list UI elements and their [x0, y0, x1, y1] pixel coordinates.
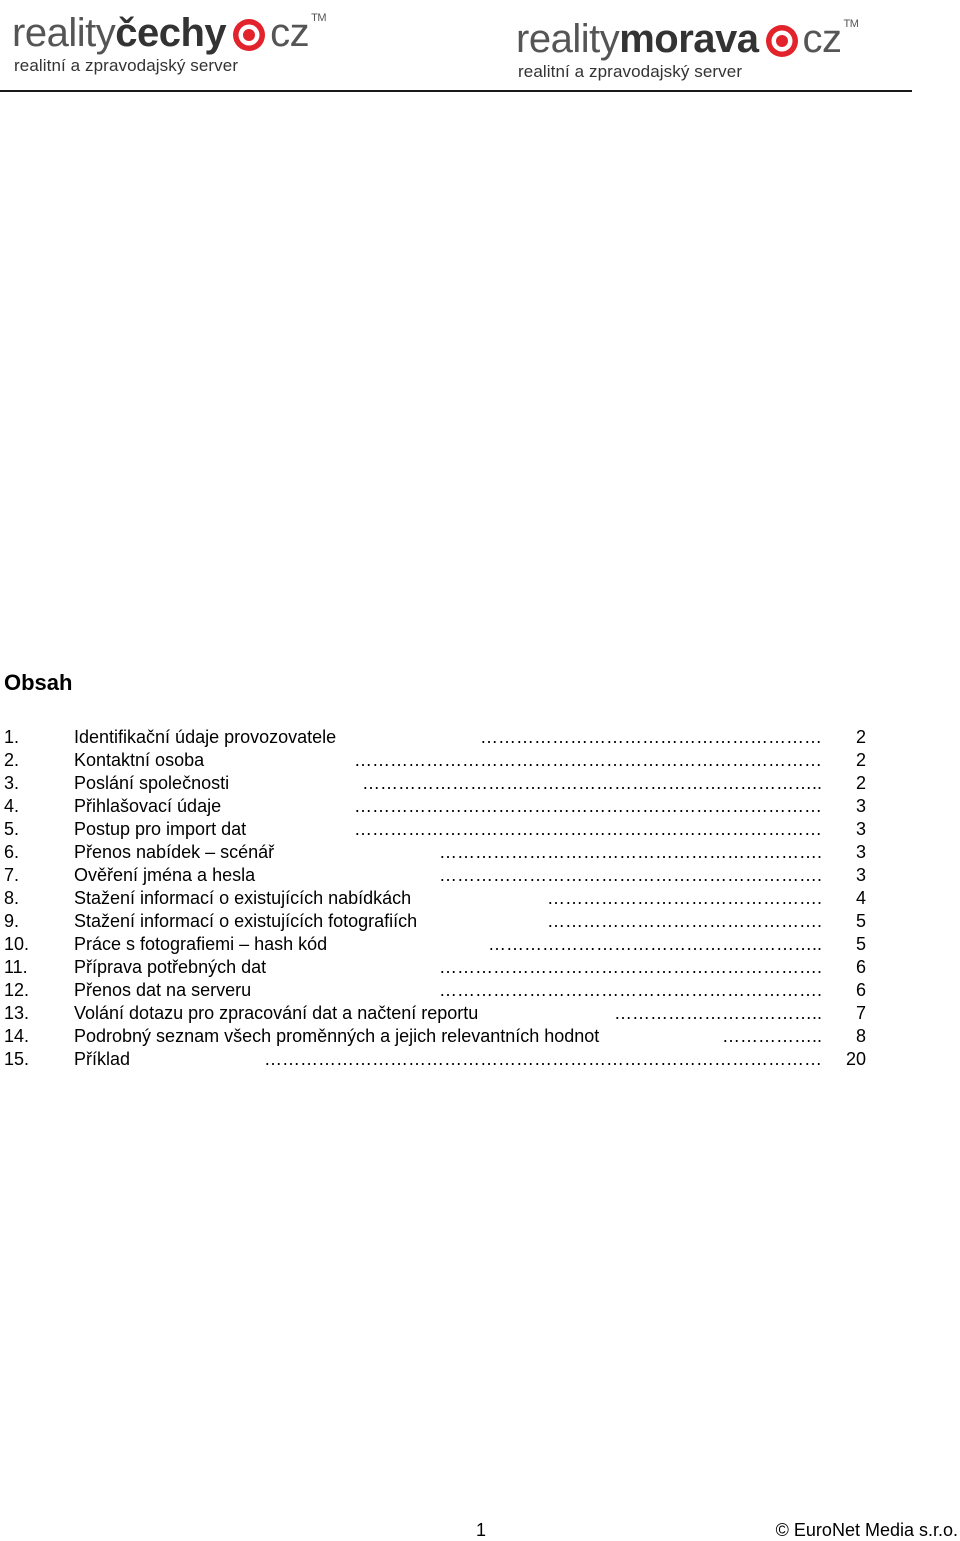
toc-entry-leader: ……………………………………………………….	[438, 980, 822, 1000]
copyright-notice: © EuroNet Media s.r.o.	[775, 1520, 958, 1540]
toc-entry-leader: ……………………………..	[613, 1003, 822, 1023]
toc-entry-page: 8	[855, 1026, 866, 1046]
toc-entry[interactable]	[4, 979, 866, 1002]
toc-entry[interactable]	[4, 772, 866, 795]
logo-tld: cz	[270, 10, 310, 55]
toc-entry-page: 5	[855, 934, 866, 954]
logo-word-bold: čechy	[115, 10, 227, 55]
toc-entry-page: 3	[855, 819, 866, 839]
toc-entry-label: Přihlašovací údaje	[74, 796, 222, 816]
toc-entry-number: 10.	[4, 934, 30, 954]
toc-entry[interactable]	[4, 1048, 866, 1071]
toc-entry-leader: …………………………………………………………………..	[361, 773, 822, 793]
toc-entry-number: 7.	[4, 865, 20, 885]
toc-entry-label: Stažení informací o existujících fotografiích	[74, 911, 418, 931]
toc-entry-label: Poslání společnosti	[74, 773, 230, 793]
logo-tagline: realitní a zpravodajský server	[518, 62, 743, 81]
toc-entry-number: 3.	[4, 773, 20, 793]
toc-entry-page: 6	[855, 957, 866, 977]
target-icon	[765, 24, 799, 58]
toc-entry-page: 5	[855, 911, 866, 931]
toc-entry-label: Příklad	[74, 1049, 131, 1069]
trademark-mark: TM	[311, 12, 327, 24]
toc-entry-leader: ……………………………………………………….	[438, 842, 822, 862]
toc-entry-leader: …………………………………………………………………………………	[264, 1049, 822, 1069]
realitycechy-logo	[12, 8, 326, 76]
toc-entry-leader: ……………………………………………………………………	[354, 819, 822, 839]
toc-entry-leader: …………………………………………………	[480, 727, 822, 747]
toc-entry-page: 2	[855, 727, 866, 747]
toc-entry-label: Volání dotazu pro zpracování dat a načtení reportu	[74, 1003, 479, 1023]
toc-entry-number: 9.	[4, 911, 20, 931]
logo-tld: cz	[802, 16, 842, 61]
page-header	[0, 0, 912, 92]
toc-entry-page: 7	[855, 1003, 866, 1023]
toc-entry-number: 5.	[4, 819, 20, 839]
logo-word-light: reality	[516, 16, 620, 61]
toc-entry-label: Přenos nabídek – scénář	[74, 842, 275, 862]
toc-entry-page: 6	[855, 980, 866, 1000]
toc-entry-page: 3	[855, 865, 866, 885]
toc-entry[interactable]	[4, 864, 866, 887]
toc-entry-number: 11.	[4, 957, 28, 977]
toc-entry-page: 2	[855, 773, 866, 793]
toc-entry-leader: ……………………………………………………………………	[354, 796, 822, 816]
toc-entry[interactable]	[4, 956, 866, 979]
target-icon	[232, 18, 266, 52]
realitymorava-logo	[516, 14, 858, 82]
toc-entry[interactable]	[4, 726, 866, 749]
toc-entry-label: Ověření jména a hesla	[74, 865, 256, 885]
toc-entry-number: 6.	[4, 842, 20, 862]
toc-entry-leader: ……………………………………….	[546, 888, 822, 908]
toc-entry[interactable]	[4, 818, 866, 841]
logo-word-bold: morava	[619, 16, 759, 61]
toc-entry-label: Kontaktní osoba	[74, 750, 205, 770]
toc-entry-leader: ……………………………………….	[546, 911, 822, 931]
realitymorava-wordmark	[516, 14, 858, 64]
toc-entry-page: 3	[855, 842, 866, 862]
toc-entry-number: 12.	[4, 980, 30, 1000]
toc-entry-leader: ………………………………………………..	[487, 934, 822, 954]
toc-entry-leader: ……………..	[721, 1026, 822, 1046]
toc-entry[interactable]	[4, 795, 866, 818]
toc-list	[4, 726, 866, 1071]
toc-entry-leader: ……………………………………………………….	[438, 865, 822, 885]
toc-entry-label: Stažení informací o existujících nabídkách	[74, 888, 412, 908]
toc-title: Obsah	[4, 670, 73, 695]
logo-tagline: realitní a zpravodajský server	[14, 56, 239, 75]
toc-entry[interactable]	[4, 1002, 866, 1025]
toc-entry-label: Podrobný seznam všech proměnných a jejich relevantních hodnot	[74, 1026, 600, 1046]
toc-entry[interactable]	[4, 910, 866, 933]
toc-entry-label: Identifikační údaje provozovatele	[74, 727, 337, 747]
page-number: 1	[476, 1520, 487, 1540]
toc-entry-page: 20	[845, 1049, 866, 1069]
logo-word-light: reality	[12, 10, 116, 55]
toc-entry-label: Postup pro import dat	[74, 819, 247, 839]
toc-entry-number: 1.	[4, 727, 20, 747]
toc-entry-number: 14.	[4, 1026, 30, 1046]
toc-entry-page: 2	[855, 750, 866, 770]
toc-entry-number: 2.	[4, 750, 20, 770]
toc-entry-label: Příprava potřebných dat	[74, 957, 267, 977]
trademark-mark: TM	[843, 18, 859, 30]
toc-entry-leader: ……………………………………………………….	[438, 957, 822, 977]
realitycechy-wordmark	[12, 8, 326, 58]
toc-entry-label: Přenos dat na serveru	[74, 980, 252, 1000]
toc-entry-number: 8.	[4, 888, 20, 908]
toc-entry-leader: ……………………………………………………………………	[354, 750, 822, 770]
toc-entry-number: 4.	[4, 796, 20, 816]
toc-entry[interactable]	[4, 1025, 866, 1048]
toc-entry[interactable]	[4, 749, 866, 772]
toc-entry-page: 4	[855, 888, 866, 908]
toc-entry-number: 13.	[4, 1003, 30, 1023]
toc-entry[interactable]	[4, 887, 866, 910]
toc-entry[interactable]	[4, 841, 866, 864]
toc-entry-label: Práce s fotografiemi – hash kód	[74, 934, 328, 954]
toc-entry-number: 15.	[4, 1049, 30, 1069]
toc-entry-page: 3	[855, 796, 866, 816]
toc-entry[interactable]	[4, 933, 866, 956]
